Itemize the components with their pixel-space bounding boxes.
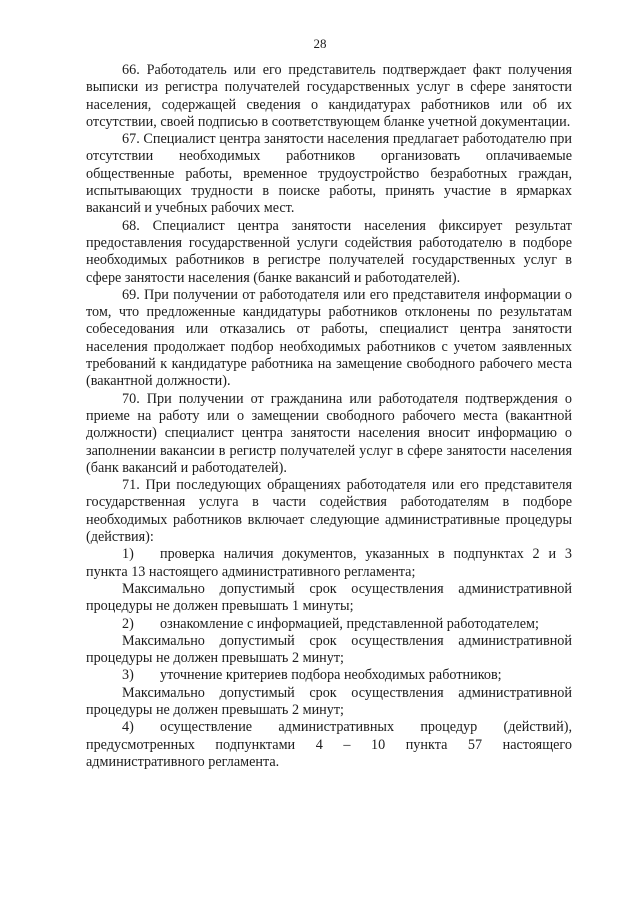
procedure-item-1 — [86, 546, 572, 581]
procedure-item-3 — [86, 667, 572, 684]
procedure-number: 4) — [122, 719, 134, 736]
paragraph-69: 69. При получении от работодателя или его представителя информации о том, что предложенные кандидатуры работников отклонены по результатам собеседования или отказались от работы, специалист центра занятости населения продолжает подбор необходимых работников с учетом заявленных требований к кандидатуре работника на замещение свободного рабочего места (вакантной должности). — [86, 286, 572, 390]
procedure-number: 2) — [122, 615, 134, 632]
procedure-text: ознакомление с информацией, представленной работодателем; — [160, 615, 539, 632]
paragraph-66: 66. Работодатель или его представитель подтверждает факт получения выписки из регистра получателей государственных услуг в сфере занятости населения, содержащей сведения о кандидатурах работников или об их отсутствии, своей подписью в соответствующем бланке учетной документации. — [86, 62, 572, 130]
procedure-number: 3) — [122, 667, 134, 684]
procedure-text: проверка наличия документов, указанных в подпунктах 2 и 3 пункта 13 настоящего административного регламента; — [86, 546, 572, 580]
paragraph-70: 70. При получении от гражданина или работодателя подтверждения о приеме на работу или о замещении свободного рабочего места (вакантной должности) специалист центра занятости населения вносит информацию о заполнении вакансии в регистр получателей услуг в сфере занятости населения (банк вакансий и работодателей). — [86, 390, 572, 476]
procedure-item-2 — [86, 616, 572, 633]
procedure-item-4 — [86, 719, 572, 771]
paragraph-67: 67. Специалист центра занятости населения предлагает работодателю при отсутствии необходимых работников организовать оплачиваемые общественные работы, временное трудоустройство безработных граждан, испытывающих трудности в поиске работы, принять участие в ярмарках вакансий и учебных рабочих мест. — [86, 131, 572, 217]
procedure-time-limit-3: Максимально допустимый срок осуществления административной процедуры не должен превышать 2 минут; — [86, 684, 572, 718]
paragraph-68: 68. Специалист центра занятости населения фиксирует результат предоставления государственной услуги содействия работодателю в подборе необходимых работников в регистре получателей государственных услуг в сфере занятости населения (банке вакансий и работодателей). — [86, 217, 572, 286]
procedure-number: 1) — [122, 546, 134, 563]
procedure-text: уточнение критериев подбора необходимых работников; — [160, 667, 502, 684]
procedure-time-limit-2: Максимально допустимый срок осуществления административной процедуры не должен превышать 2 минут; — [86, 632, 572, 667]
procedure-time-limit-1: Максимально допустимый срок осуществления административной процедуры не должен превышать 1 минуты; — [86, 580, 572, 615]
page-number: 28 — [313, 36, 327, 51]
procedure-text: осуществление административных процедур (действий), предусмотренных подпунктами 4 – 10 пункта 57 настоящего административного регламента. — [86, 719, 572, 770]
paragraph-71: 71. При последующих обращениях работодателя или его представителя государственная услуга в части содействия работодателям в подборе необходимых работников включает следующие административные процедуры (действия): — [86, 477, 572, 546]
document-body — [86, 62, 572, 771]
